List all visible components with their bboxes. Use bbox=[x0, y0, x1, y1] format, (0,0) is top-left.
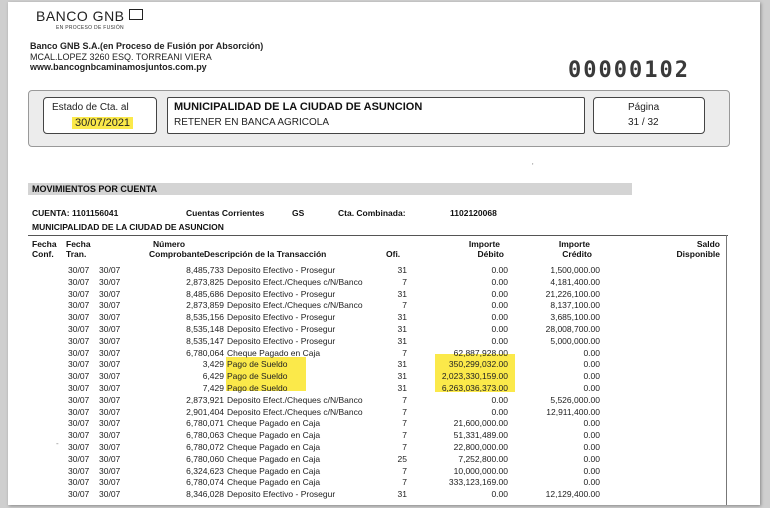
ofi-cell: 31 bbox=[397, 371, 407, 382]
comprobante-cell: 8,346,028 bbox=[186, 489, 224, 500]
bank-logo bbox=[36, 8, 143, 24]
fecha-conf-cell: 30/07 bbox=[68, 406, 90, 417]
debit-cell: 0.00 bbox=[491, 394, 508, 405]
fecha-conf-cell: 30/07 bbox=[68, 430, 90, 441]
col-debito-l1: Importe bbox=[468, 239, 500, 249]
table-row bbox=[8, 277, 760, 289]
credit-cell: 21,226,100.00 bbox=[545, 288, 600, 299]
fecha-tran-cell: 30/07 bbox=[99, 335, 121, 346]
comprobante-cell: 7,429 bbox=[202, 383, 224, 393]
debit-cell: 0.00 bbox=[491, 335, 508, 346]
fecha-conf-cell: 30/07 bbox=[68, 442, 90, 452]
page-number-box bbox=[593, 97, 705, 134]
fecha-conf-cell: 30/07 bbox=[68, 288, 90, 299]
company-address: MCAL.LOPEZ 3260 ESQ. TORREANI VIERA bbox=[30, 51, 212, 62]
comprobante-cell: 8,535,148 bbox=[186, 324, 224, 334]
description-cell: Deposito Efect./Cheques c/N/Banco bbox=[227, 394, 363, 405]
debit-cell: 350,299,032.00 bbox=[448, 359, 508, 370]
fecha-conf-cell: 30/07 bbox=[68, 359, 90, 370]
table-row bbox=[8, 489, 760, 501]
credit-cell: 0.00 bbox=[583, 418, 600, 429]
col-fecha-tran-l1: Fecha bbox=[66, 239, 91, 249]
credit-cell: 0.00 bbox=[583, 453, 600, 464]
comprobante-cell: 6,780,063 bbox=[186, 430, 224, 441]
scan-mark-2: - bbox=[56, 439, 59, 448]
debit-cell: 0.00 bbox=[491, 406, 508, 417]
description-cell: Cheque Pagado en Caja bbox=[227, 465, 321, 476]
credit-cell: 12,911,400.00 bbox=[546, 406, 600, 417]
credit-cell: 5,526,000.00 bbox=[550, 394, 600, 405]
table-row bbox=[8, 359, 760, 371]
comprobante-cell: 6,324,623 bbox=[186, 465, 224, 476]
col-numero-l1: Número bbox=[153, 239, 186, 249]
col-saldo-l1: Saldo bbox=[696, 239, 720, 249]
table-row bbox=[8, 324, 760, 336]
fecha-tran-cell: 30/07 bbox=[99, 265, 121, 275]
comprobante-cell: 6,429 bbox=[202, 371, 224, 382]
fecha-tran-cell: 30/07 bbox=[99, 276, 121, 287]
fecha-conf-cell: 30/07 bbox=[68, 453, 90, 464]
comprobante-cell: 3,429 bbox=[202, 359, 224, 370]
fecha-conf-cell: 30/07 bbox=[68, 418, 90, 429]
bank-logo-subtitle: EN PROCESO DE FUSIÓN bbox=[56, 25, 124, 31]
credit-cell: 1,500,000.00 bbox=[550, 265, 600, 275]
ofi-cell: 7 bbox=[402, 430, 407, 441]
debit-cell: 0.00 bbox=[491, 276, 508, 287]
fecha-tran-cell: 30/07 bbox=[99, 383, 121, 393]
fecha-conf-cell: 30/07 bbox=[68, 371, 90, 382]
fecha-conf-cell: 30/07 bbox=[68, 300, 90, 311]
comprobante-cell: 2,873,921 bbox=[186, 394, 224, 405]
ofi-cell: 25 bbox=[397, 453, 407, 464]
ofi-cell: 31 bbox=[397, 359, 407, 370]
statement-page bbox=[8, 2, 760, 505]
ofi-cell: 7 bbox=[402, 465, 407, 476]
credit-cell: 0.00 bbox=[583, 477, 600, 488]
ofi-cell: 7 bbox=[402, 347, 407, 358]
col-numero bbox=[149, 240, 204, 259]
company-name: Banco GNB S.A.(en Proceso de Fusión por Absorción) bbox=[30, 41, 264, 51]
ofi-cell: 7 bbox=[402, 406, 407, 417]
combined-account-label: Cta. Combinada: bbox=[338, 208, 406, 218]
col-numero-l2: Comprobante bbox=[149, 248, 205, 259]
table-row bbox=[8, 336, 760, 348]
col-saldo bbox=[638, 240, 720, 259]
description-cell: Deposito Efectivo - Prosegur bbox=[227, 335, 336, 346]
ofi-cell: 31 bbox=[397, 489, 407, 500]
ofi-cell: 31 bbox=[397, 324, 407, 334]
fecha-conf-cell: 30/07 bbox=[68, 477, 90, 488]
statement-date-value: 30/07/2021 bbox=[72, 117, 133, 129]
description-cell: Pago de Sueldo bbox=[227, 371, 288, 382]
description-cell: Cheque Pagado en Caja bbox=[227, 347, 321, 358]
debit-cell: 333,123,169.00 bbox=[448, 477, 508, 488]
col-credito bbox=[518, 240, 596, 259]
fecha-tran-cell: 30/07 bbox=[99, 371, 121, 382]
description-cell: Cheque Pagado en Caja bbox=[227, 418, 321, 429]
description-cell: Deposito Efectivo - Prosegur bbox=[227, 312, 336, 323]
fecha-conf-cell: 30/07 bbox=[68, 465, 90, 476]
bank-logo-icon bbox=[129, 9, 143, 20]
company-website: www.bancognbcaminamosjuntos.com.py bbox=[30, 62, 207, 72]
table-row bbox=[8, 430, 760, 442]
description-cell: Cheque Pagado en Caja bbox=[227, 477, 321, 488]
company-info bbox=[30, 41, 263, 73]
ofi-cell: 7 bbox=[402, 442, 407, 452]
ofi-cell: 31 bbox=[397, 335, 407, 346]
debit-cell: 51,331,489.00 bbox=[453, 430, 508, 441]
table-row bbox=[8, 289, 760, 301]
statement-date-label: Estado de Cta. al bbox=[52, 102, 129, 113]
debit-cell: 22,800,000.00 bbox=[453, 442, 508, 452]
debit-cell: 0.00 bbox=[491, 265, 508, 275]
fecha-tran-cell: 30/07 bbox=[99, 465, 121, 476]
table-row bbox=[8, 348, 760, 360]
ofi-cell: 7 bbox=[402, 394, 407, 405]
debit-cell: 2,023,330,159.00 bbox=[441, 371, 508, 382]
account-number: CUENTA: 1101156041 bbox=[32, 208, 119, 218]
ofi-cell: 31 bbox=[397, 383, 407, 393]
bank-logo-text: BANCO GNB bbox=[36, 8, 125, 24]
fecha-tran-cell: 30/07 bbox=[99, 430, 121, 441]
fecha-conf-cell: 30/07 bbox=[68, 312, 90, 323]
fecha-conf-cell: 30/07 bbox=[68, 394, 90, 405]
comprobante-cell: 6,780,074 bbox=[186, 477, 224, 488]
col-saldo-l2: Disponible bbox=[676, 248, 720, 259]
credit-cell: 28,008,700.00 bbox=[545, 324, 600, 334]
fecha-tran-cell: 30/07 bbox=[99, 394, 121, 405]
comprobante-cell: 2,873,859 bbox=[186, 300, 224, 311]
credit-cell: 0.00 bbox=[583, 442, 600, 452]
ofi-cell: 7 bbox=[402, 418, 407, 429]
credit-cell: 0.00 bbox=[583, 359, 600, 370]
credit-cell: 3,685,100.00 bbox=[550, 312, 600, 323]
col-fecha-conf-l2: Conf. bbox=[32, 248, 54, 259]
combined-account-value: 1102120068 bbox=[450, 208, 497, 218]
account-holder-box bbox=[167, 97, 585, 134]
table-row bbox=[8, 371, 760, 383]
fecha-tran-cell: 30/07 bbox=[99, 489, 121, 500]
description-cell: Deposito Efectivo - Prosegur bbox=[227, 324, 336, 334]
fecha-conf-cell: 30/07 bbox=[68, 489, 90, 500]
debit-cell: 62,887,928.00 bbox=[453, 347, 508, 358]
document-number: 00000102 bbox=[568, 58, 690, 83]
fecha-tran-cell: 30/07 bbox=[99, 312, 121, 323]
comprobante-cell: 8,485,733 bbox=[186, 265, 224, 275]
description-cell: Deposito Efect./Cheques c/N/Banco bbox=[227, 276, 363, 287]
fecha-conf-cell: 30/07 bbox=[68, 347, 90, 358]
table-row bbox=[8, 312, 760, 324]
credit-cell: 12,129,400.00 bbox=[545, 489, 600, 500]
col-fecha-tran-l2: Tran. bbox=[66, 248, 87, 259]
comprobante-cell: 6,780,072 bbox=[186, 442, 224, 452]
comprobante-cell: 8,535,147 bbox=[186, 335, 224, 346]
col-credito-l2: Crédito bbox=[562, 248, 592, 259]
ofi-cell: 31 bbox=[397, 312, 407, 323]
comprobante-cell: 2,901,404 bbox=[186, 406, 224, 417]
table-row bbox=[8, 466, 760, 478]
description-cell: Deposito Efect./Cheques c/N/Banco bbox=[227, 406, 363, 417]
description-cell: Deposito Efectivo - Prosegur bbox=[227, 489, 336, 500]
table-top-divider bbox=[28, 235, 728, 236]
debit-cell: 0.00 bbox=[491, 324, 508, 334]
col-descripcion: Descripción de la Transacción bbox=[204, 249, 327, 259]
table-row bbox=[8, 395, 760, 407]
fecha-tran-cell: 30/07 bbox=[99, 477, 121, 488]
table-row bbox=[8, 442, 760, 454]
description-cell: Pago de Sueldo bbox=[227, 359, 288, 370]
table-row bbox=[8, 477, 760, 489]
account-holder-name: MUNICIPALIDAD DE LA CIUDAD DE ASUNCION bbox=[174, 101, 423, 113]
fecha-tran-cell: 30/07 bbox=[99, 347, 121, 358]
account-holder-note: RETENER EN BANCA AGRICOLA bbox=[174, 117, 330, 128]
ofi-cell: 7 bbox=[402, 477, 407, 488]
col-fecha-conf-l1: Fecha bbox=[32, 239, 57, 249]
credit-cell: 4,181,400.00 bbox=[550, 276, 600, 287]
comprobante-cell: 6,780,071 bbox=[186, 418, 224, 429]
ofi-cell: 7 bbox=[402, 276, 407, 287]
description-cell: Cheque Pagado en Caja bbox=[227, 442, 321, 452]
header-panel bbox=[28, 90, 730, 147]
page-value: 31 / 32 bbox=[628, 117, 659, 128]
col-fecha-tran bbox=[66, 240, 91, 259]
table-row bbox=[8, 265, 760, 277]
fecha-conf-cell: 30/07 bbox=[68, 324, 90, 334]
ofi-cell: 31 bbox=[397, 288, 407, 299]
fecha-tran-cell: 30/07 bbox=[99, 324, 121, 334]
table-row bbox=[8, 383, 760, 395]
col-ofi: Ofi. bbox=[386, 249, 401, 259]
fecha-tran-cell: 30/07 bbox=[99, 300, 121, 311]
col-debito bbox=[428, 240, 508, 259]
ofi-cell: 31 bbox=[397, 265, 407, 275]
fecha-tran-cell: 30/07 bbox=[99, 406, 121, 417]
comprobante-cell: 8,485,686 bbox=[186, 288, 224, 299]
description-cell: Deposito Efect./Cheques c/N/Banco bbox=[227, 300, 363, 311]
fecha-tran-cell: 30/07 bbox=[99, 418, 121, 429]
debit-cell: 6,263,036,373.00 bbox=[441, 383, 508, 393]
fecha-tran-cell: 30/07 bbox=[99, 453, 121, 464]
fecha-conf-cell: 30/07 bbox=[68, 265, 90, 275]
fecha-tran-cell: 30/07 bbox=[99, 359, 121, 370]
credit-cell: 8,137,100.00 bbox=[550, 300, 600, 311]
fecha-tran-cell: 30/07 bbox=[99, 442, 121, 452]
fecha-conf-cell: 30/07 bbox=[68, 276, 90, 287]
comprobante-cell: 6,780,060 bbox=[186, 453, 224, 464]
description-cell: Cheque Pagado en Caja bbox=[227, 430, 321, 441]
description-cell: Pago de Sueldo bbox=[227, 383, 288, 393]
table-row bbox=[8, 454, 760, 466]
description-cell: Cheque Pagado en Caja bbox=[227, 453, 321, 464]
description-cell: Deposito Efectivo - Prosegur bbox=[227, 265, 336, 275]
debit-cell: 0.00 bbox=[491, 489, 508, 500]
section-title: MOVIMIENTOS POR CUENTA bbox=[28, 183, 632, 195]
credit-cell: 0.00 bbox=[583, 347, 600, 358]
table-row bbox=[8, 300, 760, 312]
fecha-tran-cell: 30/07 bbox=[99, 288, 121, 299]
page-label: Página bbox=[628, 102, 660, 113]
comprobante-cell: 2,873,825 bbox=[186, 276, 224, 287]
ofi-cell: 7 bbox=[402, 300, 407, 311]
debit-cell: 10,000,000.00 bbox=[453, 465, 508, 476]
debit-cell: 0.00 bbox=[491, 288, 508, 299]
fecha-conf-cell: 30/07 bbox=[68, 383, 90, 393]
col-fecha-conf bbox=[32, 240, 57, 259]
col-debito-l2: Débito bbox=[477, 248, 504, 259]
credit-cell: 0.00 bbox=[583, 371, 600, 382]
table-row bbox=[8, 407, 760, 419]
debit-cell: 0.00 bbox=[491, 300, 508, 311]
debit-cell: 0.00 bbox=[491, 312, 508, 323]
fecha-conf-cell: 30/07 bbox=[68, 335, 90, 346]
col-credito-l1: Importe bbox=[558, 239, 590, 249]
credit-cell: 0.00 bbox=[583, 465, 600, 476]
scan-mark: ' bbox=[532, 162, 534, 171]
comprobante-cell: 8,535,156 bbox=[186, 312, 224, 323]
debit-cell: 7,252,800.00 bbox=[458, 453, 508, 464]
debit-cell: 21,600,000.00 bbox=[453, 418, 508, 429]
statement-date-box bbox=[43, 97, 157, 134]
account-currency: GS bbox=[292, 208, 305, 218]
table-row bbox=[8, 418, 760, 430]
account-owner: MUNICIPALIDAD DE LA CIUDAD DE ASUNCION bbox=[32, 222, 224, 232]
credit-cell: 0.00 bbox=[583, 383, 600, 393]
comprobante-cell: 6,780,064 bbox=[186, 347, 224, 358]
account-type: Cuentas Corrientes bbox=[186, 208, 265, 218]
description-cell: Deposito Efectivo - Prosegur bbox=[227, 288, 336, 299]
credit-cell: 0.00 bbox=[583, 430, 600, 441]
credit-cell: 5,000,000.00 bbox=[550, 335, 600, 346]
